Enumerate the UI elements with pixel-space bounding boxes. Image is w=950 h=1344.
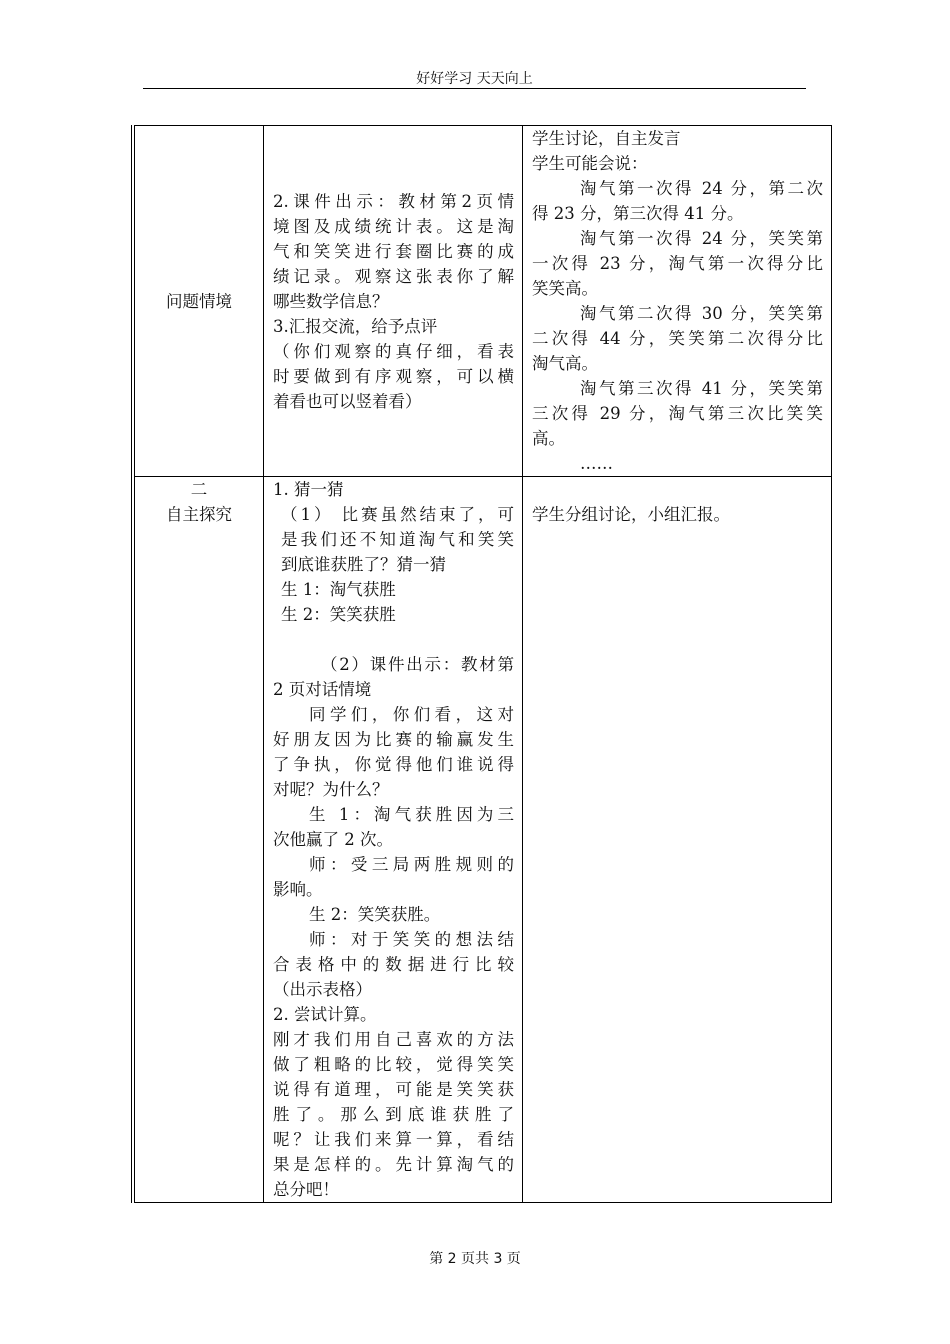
- text-line: 学生分组讨论，小组汇报。: [532, 505, 730, 524]
- text-line: 学生讨论，自主发言: [532, 129, 681, 148]
- text-line: 3.汇报交流，给予点评: [273, 316, 438, 336]
- table-row: [133, 126, 832, 477]
- text-line: （1） 比赛虽然结束了，可: [281, 505, 514, 524]
- text-line: 了争执，你觉得他们谁说得: [273, 755, 514, 774]
- text-line: 说得有道理，可能是笑笑获: [273, 1080, 514, 1099]
- text-line: 师：受三局两胜规则的: [309, 855, 514, 874]
- teacher-activity-cell: [264, 477, 523, 1203]
- text-line: 到底谁获胜了？猜一猜: [281, 555, 446, 574]
- text-line: 生 2：笑笑获胜。: [309, 905, 441, 924]
- page-footer: 第 2 页共 3 页: [429, 1251, 521, 1267]
- text-line: 学生可能会说：: [532, 154, 648, 173]
- text-line: ……: [580, 454, 613, 473]
- stage-cell: [133, 477, 264, 1203]
- text-line: 是我们还不知道淘气和笑笑: [281, 530, 514, 549]
- text-line: 呢？让我们来算一算，看结: [273, 1130, 514, 1149]
- text-line: 高。: [532, 429, 565, 448]
- text-line: 气和笑笑进行套圈比赛的成: [273, 241, 514, 261]
- page-header: 好好学习 天天向上: [143, 68, 806, 89]
- text-line: 次他赢了 2 次。: [273, 830, 393, 849]
- table-row: [133, 477, 832, 1203]
- text-line: 时要做到有序观察，可以横: [273, 366, 514, 386]
- stage-label: 自主探究: [166, 505, 232, 524]
- text-line: （2）课件出示：教材第: [321, 655, 514, 674]
- text-line: 胜了。那么到底谁获胜了: [273, 1105, 514, 1124]
- text-line: （出示表格）: [273, 980, 372, 999]
- text-line: 着看也可以竖着看）: [273, 391, 422, 411]
- stage-label: 问题情境: [166, 291, 232, 311]
- text-line: 对呢？为什么？: [273, 780, 389, 799]
- text-line: 淘气第一次得 24 分，第二次: [580, 179, 823, 198]
- text-line: 淘气第二次得 30 分，笑笑第: [580, 304, 823, 323]
- text-line: 生 1：淘气获胜因为三: [309, 805, 514, 824]
- text-line: 师：对于笑笑的想法结: [309, 930, 514, 949]
- text-line: 做了粗略的比较，觉得笑笑: [273, 1055, 514, 1074]
- student-activity-cell: [523, 126, 832, 477]
- text-line: 影响。: [273, 880, 323, 899]
- text-line: 哪些数学信息？: [273, 291, 389, 311]
- text-line: 境图及成绩统计表。这是淘: [273, 216, 514, 236]
- text-line: 笑笑高。: [532, 279, 598, 298]
- stage-cell: [133, 126, 264, 477]
- text-line: 2 页对话情境: [273, 680, 372, 699]
- text-line: 一次得 23 分，淘气第一次得分比: [532, 254, 823, 273]
- text-line: 合表格中的数据进行比较: [273, 955, 514, 974]
- text-line: 淘气高。: [532, 354, 598, 373]
- text-line: 绩记录。观察这张表你了解: [273, 266, 514, 286]
- text-line: 果是怎样的。先计算淘气的: [273, 1155, 514, 1174]
- text-line: 总分吧！: [273, 1180, 339, 1199]
- text-line: 1. 猜一猜: [273, 480, 344, 499]
- text-line: 好朋友因为比赛的输赢发生: [273, 730, 514, 749]
- text-line: 淘气第一次得 24 分，笑笑第: [580, 229, 823, 248]
- text-line: 二次得 44 分，笑笑第二次得分比: [532, 329, 823, 348]
- student-activity-cell: [523, 477, 832, 1203]
- text-line: 淘气第三次得 41 分，笑笑第: [580, 379, 823, 398]
- stage-number: 二: [190, 480, 208, 499]
- text-line: 得 23 分，第三次得 41 分。: [532, 204, 744, 223]
- text-line: 刚才我们用自己喜欢的方法: [273, 1030, 514, 1049]
- text-line: （你们观察的真仔细，看表: [273, 341, 514, 361]
- text-line: 生 1：淘气获胜: [281, 580, 396, 599]
- text-line: 2.课件出示：教材第2页情: [273, 191, 514, 211]
- text-line: 同学们，你们看，这对: [309, 705, 514, 724]
- teacher-activity-cell: [264, 126, 523, 477]
- text-line: 三次得 29 分，淘气第三次比笑笑: [532, 404, 823, 423]
- text-line: 2. 尝试计算。: [273, 1005, 377, 1024]
- text-line: [273, 627, 514, 652]
- lesson-plan-table: [131, 125, 832, 1203]
- text-line: 生 2：笑笑获胜: [281, 605, 396, 624]
